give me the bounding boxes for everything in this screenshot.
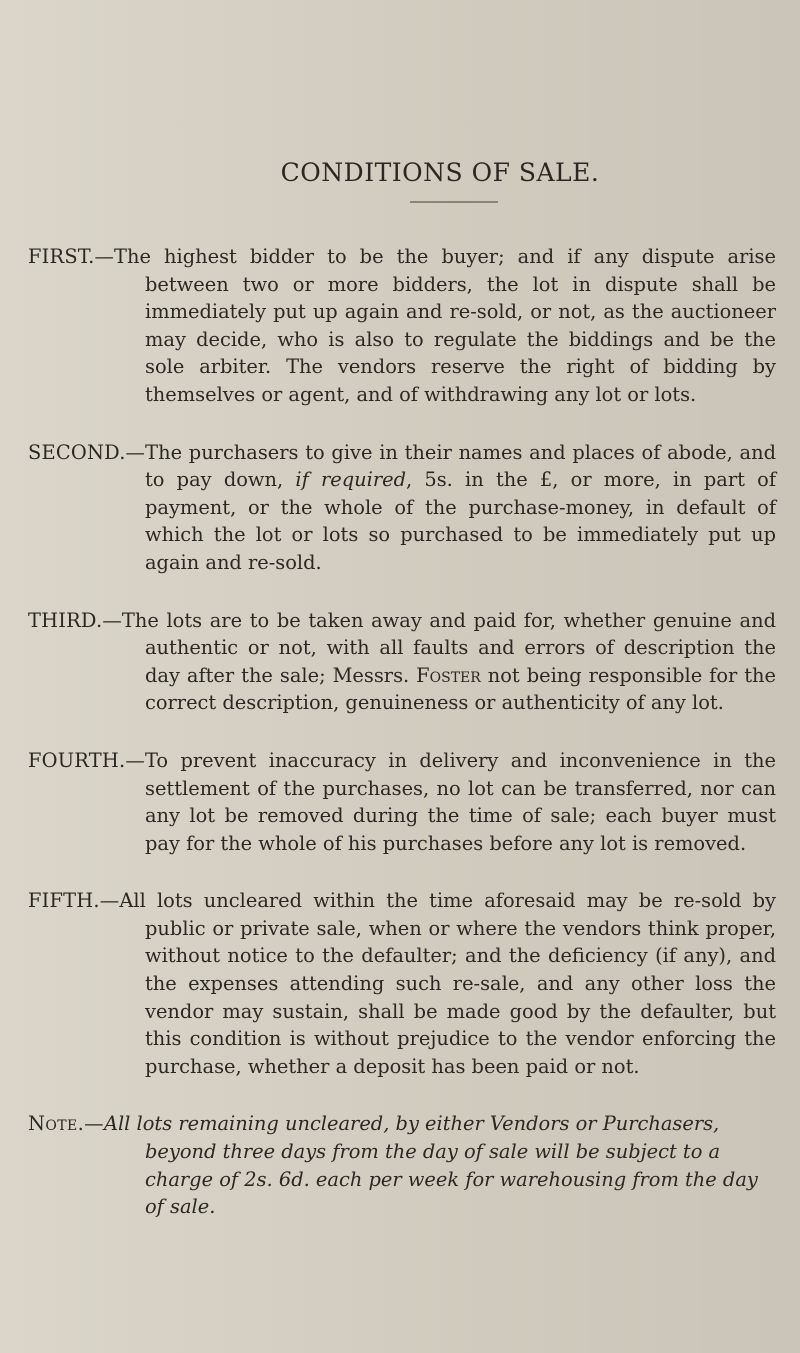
clause-second-text-before: The purchasers to give in their names and places of abode, and to pay down, [145,440,776,492]
clause-third [24,607,776,717]
clause-fifth-text: All lots uncleared within the time aforesaid may be re-sold by public or private sale, when or where the vendors think proper, without notice to the defaulter; and the deficiency (if any), and the expenses attending such re-sale, and any other loss the vendor may sustain, shall be made good by the defaulter, but this condition is without prejudice to the vendor enforcing the purchase, whether a deposit has been paid or not. [119,889,776,1078]
clause-fourth-text: To prevent inaccuracy in delivery and inconvenience in the settlement of the purchases, no lot can be transferred, nor can any lot be removed during the time of sale; each buyer must pay for the whole of his purchases before any lot is removed. [144,748,776,855]
warehousing-note [24,1110,776,1220]
clause-first-heading: FIRST.— [28,245,115,268]
note-text: All lots remaining uncleared, by either Vendors or Purchasers, beyond three days from the day of sale will be subject to a charge of 2s. 6d. each per week for warehousing from the day of sale. [103,1112,758,1219]
clause-fourth [24,747,776,857]
clause-fifth [24,887,776,1080]
clause-fourth-paragraph [24,747,776,857]
clause-second-paragraph [24,439,776,577]
clause-fifth-paragraph [24,887,776,1080]
clause-fifth-heading: FIFTH.— [28,889,120,913]
page-title: CONDITIONS OF SALE. [280,158,600,187]
clause-second-text-after: , 5s. in the £, or more, in part of payment, or the whole of the purchase-money, in default of which the lot or lots so purchased to be immediately put up again and re-sold. [145,468,776,574]
clause-second-heading: SECOND.— [28,440,146,464]
clause-third-text-after: not being responsible for the correct description, genuineness or authenticity of any lot. [145,663,776,715]
clause-third-heading: THIRD.— [28,608,122,632]
clause-first-paragraph [24,243,776,409]
title-divider [410,201,498,203]
clause-second [24,439,776,577]
clause-first-text: The highest bidder to be the buyer; and if any dispute arise between two or more bidders, the lot in dispute shall be immediately put up again and re-sold, or not, as the auctioneer may decide, who is also to regulate the biddings and be the sole arbiter. The vendors reserve the right of bidding by themselves or agent, and of withdrawing any lot or lots. [114,245,776,406]
clause-third-text-before: The lots are to be taken away and paid for, whether genuine and authentic or not, with all faults and errors of description the day after the sale; Messrs. [121,608,776,687]
clause-fourth-heading: FOURTH.— [28,748,145,772]
clause-second-text-italic: if required [295,468,406,492]
note-label: Note.— [28,1112,104,1136]
clause-third-paragraph [24,607,776,717]
clause-third-text-smallcaps: Foster [416,663,481,687]
warehousing-note-paragraph [24,1110,776,1220]
clause-first [24,243,776,409]
